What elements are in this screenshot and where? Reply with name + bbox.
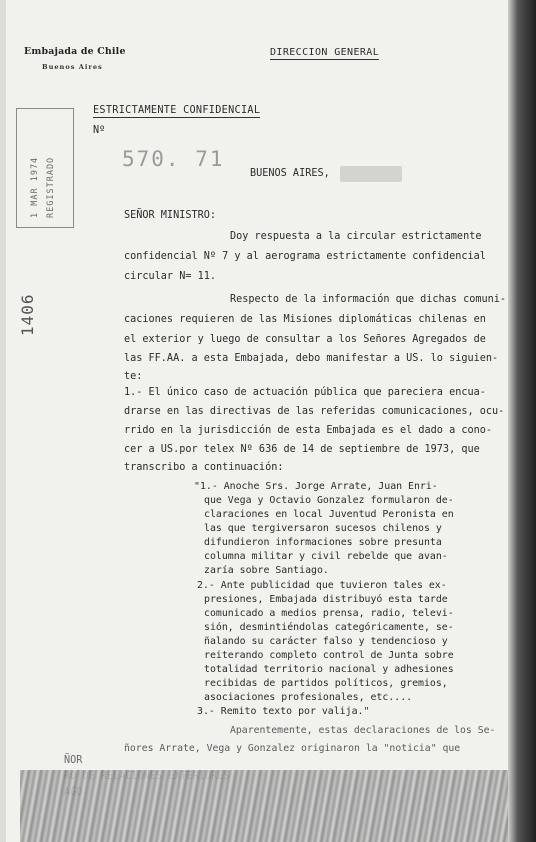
quote-line: claraciones en local Juventud Peronista en	[204, 509, 454, 520]
document-number: 570. 71	[122, 147, 225, 171]
body-line: 1.- El único caso de actuación pública que pareciera encua-	[124, 387, 486, 398]
body-line: el exterior y luego de consultar a los Señores Agregados de	[124, 334, 486, 345]
body-line: drarse en las directivas de las referidas comunicaciones, ocu-	[124, 406, 505, 417]
stamp-registered: REGISTRADO	[46, 156, 56, 218]
body-line: confidencial Nº 7 y al aerograma estrictamente confidencial	[124, 251, 486, 262]
quote-line: zaría sobre Santiago.	[204, 565, 329, 576]
stamp-date: 1 MAR 1974	[30, 156, 40, 218]
body-line: Doy respuesta a la circular estrictamente	[230, 231, 482, 242]
scan-damage	[20, 770, 522, 842]
classification-label: ESTRICTAMENTE CONFIDENCIAL	[93, 105, 261, 116]
body-line: cer a US.por telex Nº 636 de 14 de septiembre de 1973, que	[124, 444, 480, 455]
quote-line: las que tergiversaron sucesos chilenos y	[204, 523, 442, 534]
quote-line: 2.- Ante publicidad que tuvieron tales ex-	[197, 580, 447, 591]
place-date: BUENOS AIRES,	[250, 168, 330, 179]
quote-line: columna militar y civil rebelde que avan-	[204, 551, 448, 562]
body-line: circular N= 11.	[124, 271, 217, 282]
quote-line: "1.- Anoche Srs. Jorge Arrate, Juan Enri-	[194, 481, 438, 492]
scan-edge-shadow	[508, 0, 536, 842]
quote-line: sión, desmintiéndolas categóricamente, se-	[204, 622, 454, 633]
letterhead-department: DIRECCION GENERAL	[270, 47, 380, 58]
quote-line: 3.- Remito texto por valija."	[197, 706, 370, 717]
body-line: Respecto de la información que dichas comuni-	[230, 294, 507, 305]
quote-line: reiterando completo control de Junta sobre	[204, 650, 454, 661]
addressee-line: ÑOR	[64, 755, 83, 766]
quote-line: comunicado a medios prensa, radio, televi-	[204, 608, 454, 619]
letterhead-city: Buenos Aires	[42, 63, 103, 71]
quote-line: recibidas de partidos políticos, gremios,	[204, 678, 448, 689]
date-stamp-faded	[340, 166, 402, 182]
quote-line: totalidad territorio nacional y adhesiones	[204, 664, 454, 675]
body-line: transcribo a continuación:	[124, 462, 284, 473]
quote-line: que Vega y Octavio Gonzalez formularon de-	[204, 495, 454, 506]
registration-stamp	[16, 108, 74, 228]
body-line: ñores Arrate, Vega y Gonzalez originaron la "noticia" que	[124, 743, 461, 754]
number-label: Nº	[93, 125, 106, 136]
quote-line: asociaciones profesionales, etc....	[204, 692, 413, 703]
paper-margin	[0, 0, 6, 842]
body-line: te:	[124, 371, 143, 382]
salutation: SEÑOR MINISTRO:	[124, 210, 217, 221]
folio-number: 1406	[18, 293, 37, 336]
body-line: Aparentemente, estas declaraciones de los Se-	[230, 725, 496, 736]
letterhead-embassy: Embajada de Chile	[24, 46, 126, 57]
body-line: rrido en la jurisdicción de esta Embajada es el dado a cono-	[124, 425, 493, 436]
quote-line: difundieron informaciones sobre presunta	[204, 537, 442, 548]
quote-line: ñalando su carácter falso y tendencioso y	[204, 636, 448, 647]
body-line: caciones requieren de las Misiones diplomáticas chilenas en	[124, 314, 486, 325]
body-line: las FF.AA. a esta Embajada, debo manifestar a US. lo siguien-	[124, 353, 499, 364]
quote-line: presiones, Embajada distribuyó esta tarde	[204, 594, 448, 605]
